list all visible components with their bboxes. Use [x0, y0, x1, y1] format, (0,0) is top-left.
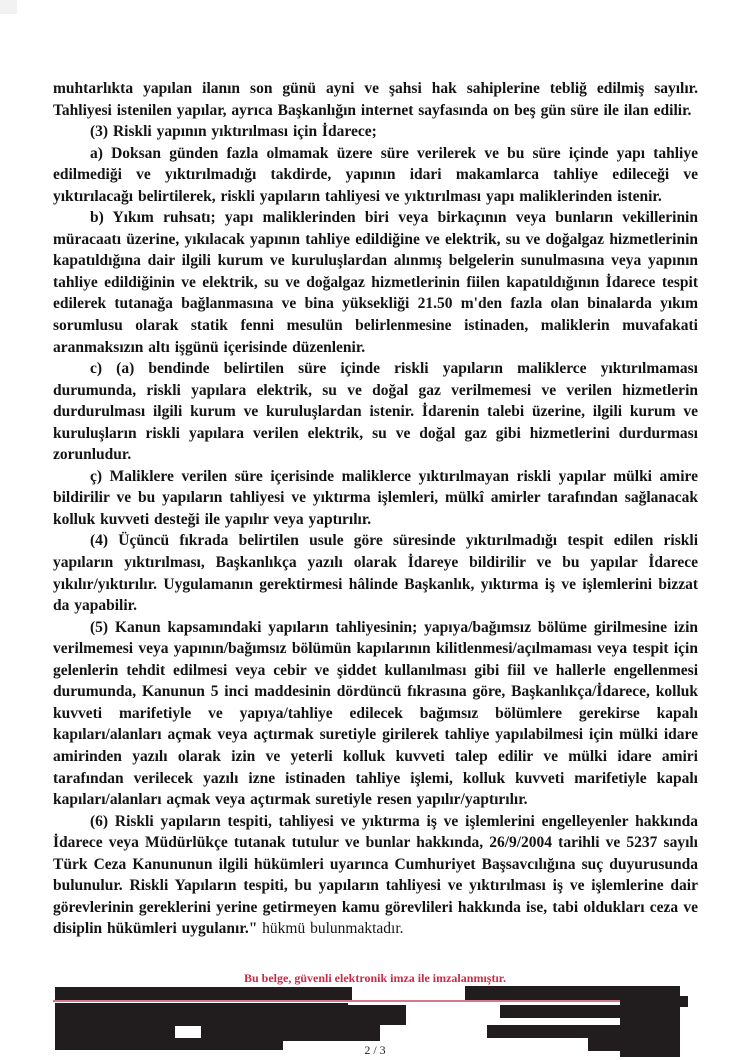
closing-remark-text: hükmü bulunmaktadır. — [257, 920, 404, 938]
quoted-provision-text: (6) Riskli yapıların tespiti, tahliyesi ve yıktırma iş ve işlemlerini engelleyenler hakkında İdarece veya Müdürlükçe tutanak tutulur ve bunlar hakkında, 26/9/2004 tarihli ve 5237 sayılı Türk Ceza Kanununun ilgili hükümleri uyarınca Cumhuriyet Başsavcılığına suç duyurusunda bulunulur. Riskli Yapıların tespiti, bu yapıların tahliyesi ve yıktırılması iş ve işlemlerine dair görevlerinin gereklerini yerine getirmeyen kamu görevlileri hakkında ise, tabi oldukları ceza ve disiplin hükümleri uygulanır." — [53, 812, 698, 938]
body-paragraph: b) Yıkım ruhsatı; yapı maliklerinden biri veya birkaçının veya bunların vekillerinin müracaatı üzerine, yıkılacak yapının tahliye edildiğine ve elektrik, su ve doğalgaz hizmetlerinin kapatıldığına dair ilgili kurum ve kuruluşlardan alınmış belgelerin sunulmasına veya yapının tahliye edildiğinin ve elektrik, su ve doğalgaz hizmetlerinin fiilen kapatıldığının İdarece tespit edilerek tutanağa bağlanmasına ve bina yüksekliği 21.50 m'den fazla olan binalarda yıkım sorumlusu olarak statik fenni mesulün belirlenmesine istinaden, maliklerin muvafakati aranmaksızın altı işgünü içerisinde düzenlenir. — [53, 209, 698, 356]
redaction-block — [500, 1005, 620, 1018]
redaction-block — [680, 996, 688, 1007]
page-number: 2 / 3 — [364, 1043, 386, 1057]
body-paragraph: c) (a) bendinde belirtilen süre içinde riskli yapıların maliklerce yıktırılmaması durumunda, riskli yapılara elektrik, su ve doğal gaz verilmemesi ve verilen hizmetlerin durdurulması ilgili kurum ve kuruluşlardan istenir. İdarenin talebi üzerine, ilgili kurum ve kuruluşların riskli yapılara verilen elektrik, su ve doğal gaz gibi hizmetlerini durdurması zorunludur. — [53, 360, 698, 464]
body-paragraph: (4) Üçüncü fıkrada belirtilen usule göre süresinde yıktırılmadığı tespit edilen riskli yapıların yıktırılması, Başkanlıkça yazılı olarak İdareye bildirilir ve bu yapılar İdarece yıkılır/yıktırılır. Uygulamanın gerektirmesi hâlinde Başkanlık, yıktırma iş ve işlemlerini bizzat da yapabilir. — [53, 532, 698, 615]
body-paragraph: (5) Kanun kapsamındaki yapıların tahliyesinin; yapıya/bağımsız bölüme girilmesine izin verilmemesi veya yapının/bağımsız bölümün kapılarının kilitlenmesi/açılmaması veya tespit için gelenlerin tehdit edilmesi veya cebir ve şiddet kullanılması gibi fiil ve hallerle engellenmesi durumunda, Kanunun 5 inci maddesinin dördüncü fıkrasına göre, Başkanlıkça/İdarece, kolluk kuvveti marifetiyle ve yapıya/tahliye edilecek bağımsız bölümlere gerekirse kapalı kapıları/alanları açmak veya açtırmak suretiyle girilerek tahliye yapılabilmesi için mülki idare amirinden yazılı olarak izin ve yeterli kolluk kuvveti talep edilir ve mülki idare amiri tarafından verilecek yazılı izne istinaden tahliye işlemi, kolluk kuvveti marifetiyle kapalı kapıları/alanları açmak veya açtırmak suretiyle resen yapılır/yaptırılır. — [53, 618, 698, 809]
redaction-block — [348, 1025, 380, 1041]
redaction-block — [55, 987, 352, 1000]
body-paragraph — [53, 811, 698, 940]
body-paragraph: muhtarlıkta yapılan ilanın son günü ayni ve şahsi hak sahiplerine tebliğ edilmiş sayılır. Tahliyesi istenilen yapılar, ayrıca Başkanlığın internet sayfasında on beş gün süre ile ilan edilir. — [53, 80, 698, 119]
body-paragraph: (3) Riskli yapının yıktırılması için İdarece; — [90, 123, 377, 141]
body-paragraph: a) Doksan günden fazla olmamak üzere süre verilerek ve bu süre içinde yapı tahliye edilmediği ve yıktırılmadığı takdirde, yapının idari makamlarca tahliye edileceği ve yıktırılacağı belirtilerek, riskli yapıların tahliyesi ve yıktırılması yapı maliklerinden istenir. — [53, 144, 698, 205]
redaction-block — [348, 1005, 406, 1025]
document-text-block — [53, 78, 698, 940]
body-paragraph: ç) Maliklere verilen süre içerisinde maliklerce yıktırılmayan riskli yapılar mülki amire bildirilir ve bu yapıların tahliyesi ve yıktırma işlemleri, mülkî amirler tarafından sağlanacak kolluk kuvveti desteği ile yapılır veya yaptırılır. — [53, 467, 698, 528]
footer-separator-line — [53, 1000, 621, 1002]
scan-corner-artifact — [0, 0, 17, 14]
e-signature-notice: Bu belge, güvenli elektronik imza ile imzalanmıştır. — [244, 971, 506, 985]
redaction-block — [487, 1025, 588, 1038]
redaction-gap — [175, 1026, 201, 1038]
redaction-block — [55, 1003, 348, 1041]
